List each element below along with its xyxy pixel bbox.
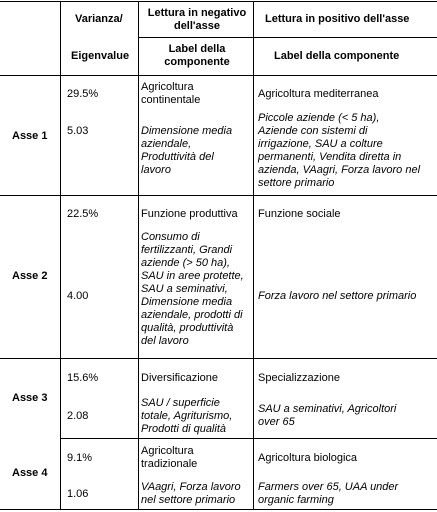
header-pos-label: Label della componente <box>274 50 400 62</box>
positive-variables: Piccole aziende (< 5 ha), Aziende con sistemi di irrigazione, SAU a colture permanenti, Vendita diretta in azienda, VAagri, Forza lavoro nel settore primario <box>258 112 421 189</box>
row-divider <box>0 358 437 359</box>
variance-value: 15.6% <box>67 372 99 384</box>
eigenvalue-value: 4.00 <box>67 290 89 302</box>
positive-label: Specializzazione <box>258 372 340 384</box>
positive-variables: Farmers over 65, UAA under organic farming <box>258 481 399 506</box>
column-divider <box>138 1 139 510</box>
variance-value: 22.5% <box>67 208 99 220</box>
header-eigenvalue: Eigenvalue <box>71 50 130 62</box>
eigenvalue-value: 5.03 <box>67 125 89 137</box>
header-variance: Varianza/ <box>75 13 123 25</box>
variance-value: 9.1% <box>67 452 93 464</box>
column-divider <box>253 1 254 510</box>
axis-label: Asse 2 <box>12 270 48 282</box>
header-positive-reading: Lettura in positivo dell'asse <box>265 13 410 25</box>
axis-label: Asse 3 <box>12 392 48 404</box>
table-bottom-border <box>0 509 437 510</box>
negative-variables: Consumo di fertilizzanti, Grandi aziende (> 50 ha), SAU in aree protette, SAU a seminativi, Dimensione media aziendale, prodotti di qualità, produttività del lavoro <box>141 231 244 347</box>
eigenvalue-value: 1.06 <box>67 488 89 500</box>
column-divider <box>60 1 61 510</box>
negative-variables: SAU / superficie totale, Agriturismo, Prodotti di qualità <box>141 397 233 435</box>
positive-variables: Forza lavoro nel settore primario <box>258 290 417 302</box>
negative-label: Diversificazione <box>141 372 219 384</box>
positive-variables: SAU a seminativi, Agricoltori over 65 <box>258 403 397 428</box>
header-bottom-border <box>0 75 437 76</box>
negative-variables: Dimensione media aziendale, Produttività del lavoro <box>141 125 233 176</box>
negative-label: Funzione produttiva <box>141 208 238 220</box>
axis-label: Asse 4 <box>12 467 48 479</box>
axis-label: Asse 1 <box>12 130 48 142</box>
variance-value: 29.5% <box>67 88 99 100</box>
row-divider <box>60 438 437 439</box>
positive-label: Agricoltura mediterranea <box>258 88 379 100</box>
positive-label: Funzione sociale <box>258 208 341 220</box>
positive-label: Agricoltura biologica <box>258 452 358 464</box>
eigenvalue-value: 2.08 <box>67 410 89 422</box>
header-neg-label: Label della componente <box>164 43 230 68</box>
table-top-border <box>0 1 437 2</box>
negative-label: Agricoltura continentale <box>141 81 201 106</box>
negative-variables: VAagri, Forza lavoro nel settore primario <box>141 481 241 506</box>
row-divider <box>0 195 437 196</box>
header-negative-reading: Lettura in negativo dell'asse <box>147 7 247 32</box>
negative-label: Agricoltura tradizionale <box>141 445 198 470</box>
header-divider <box>138 37 437 38</box>
